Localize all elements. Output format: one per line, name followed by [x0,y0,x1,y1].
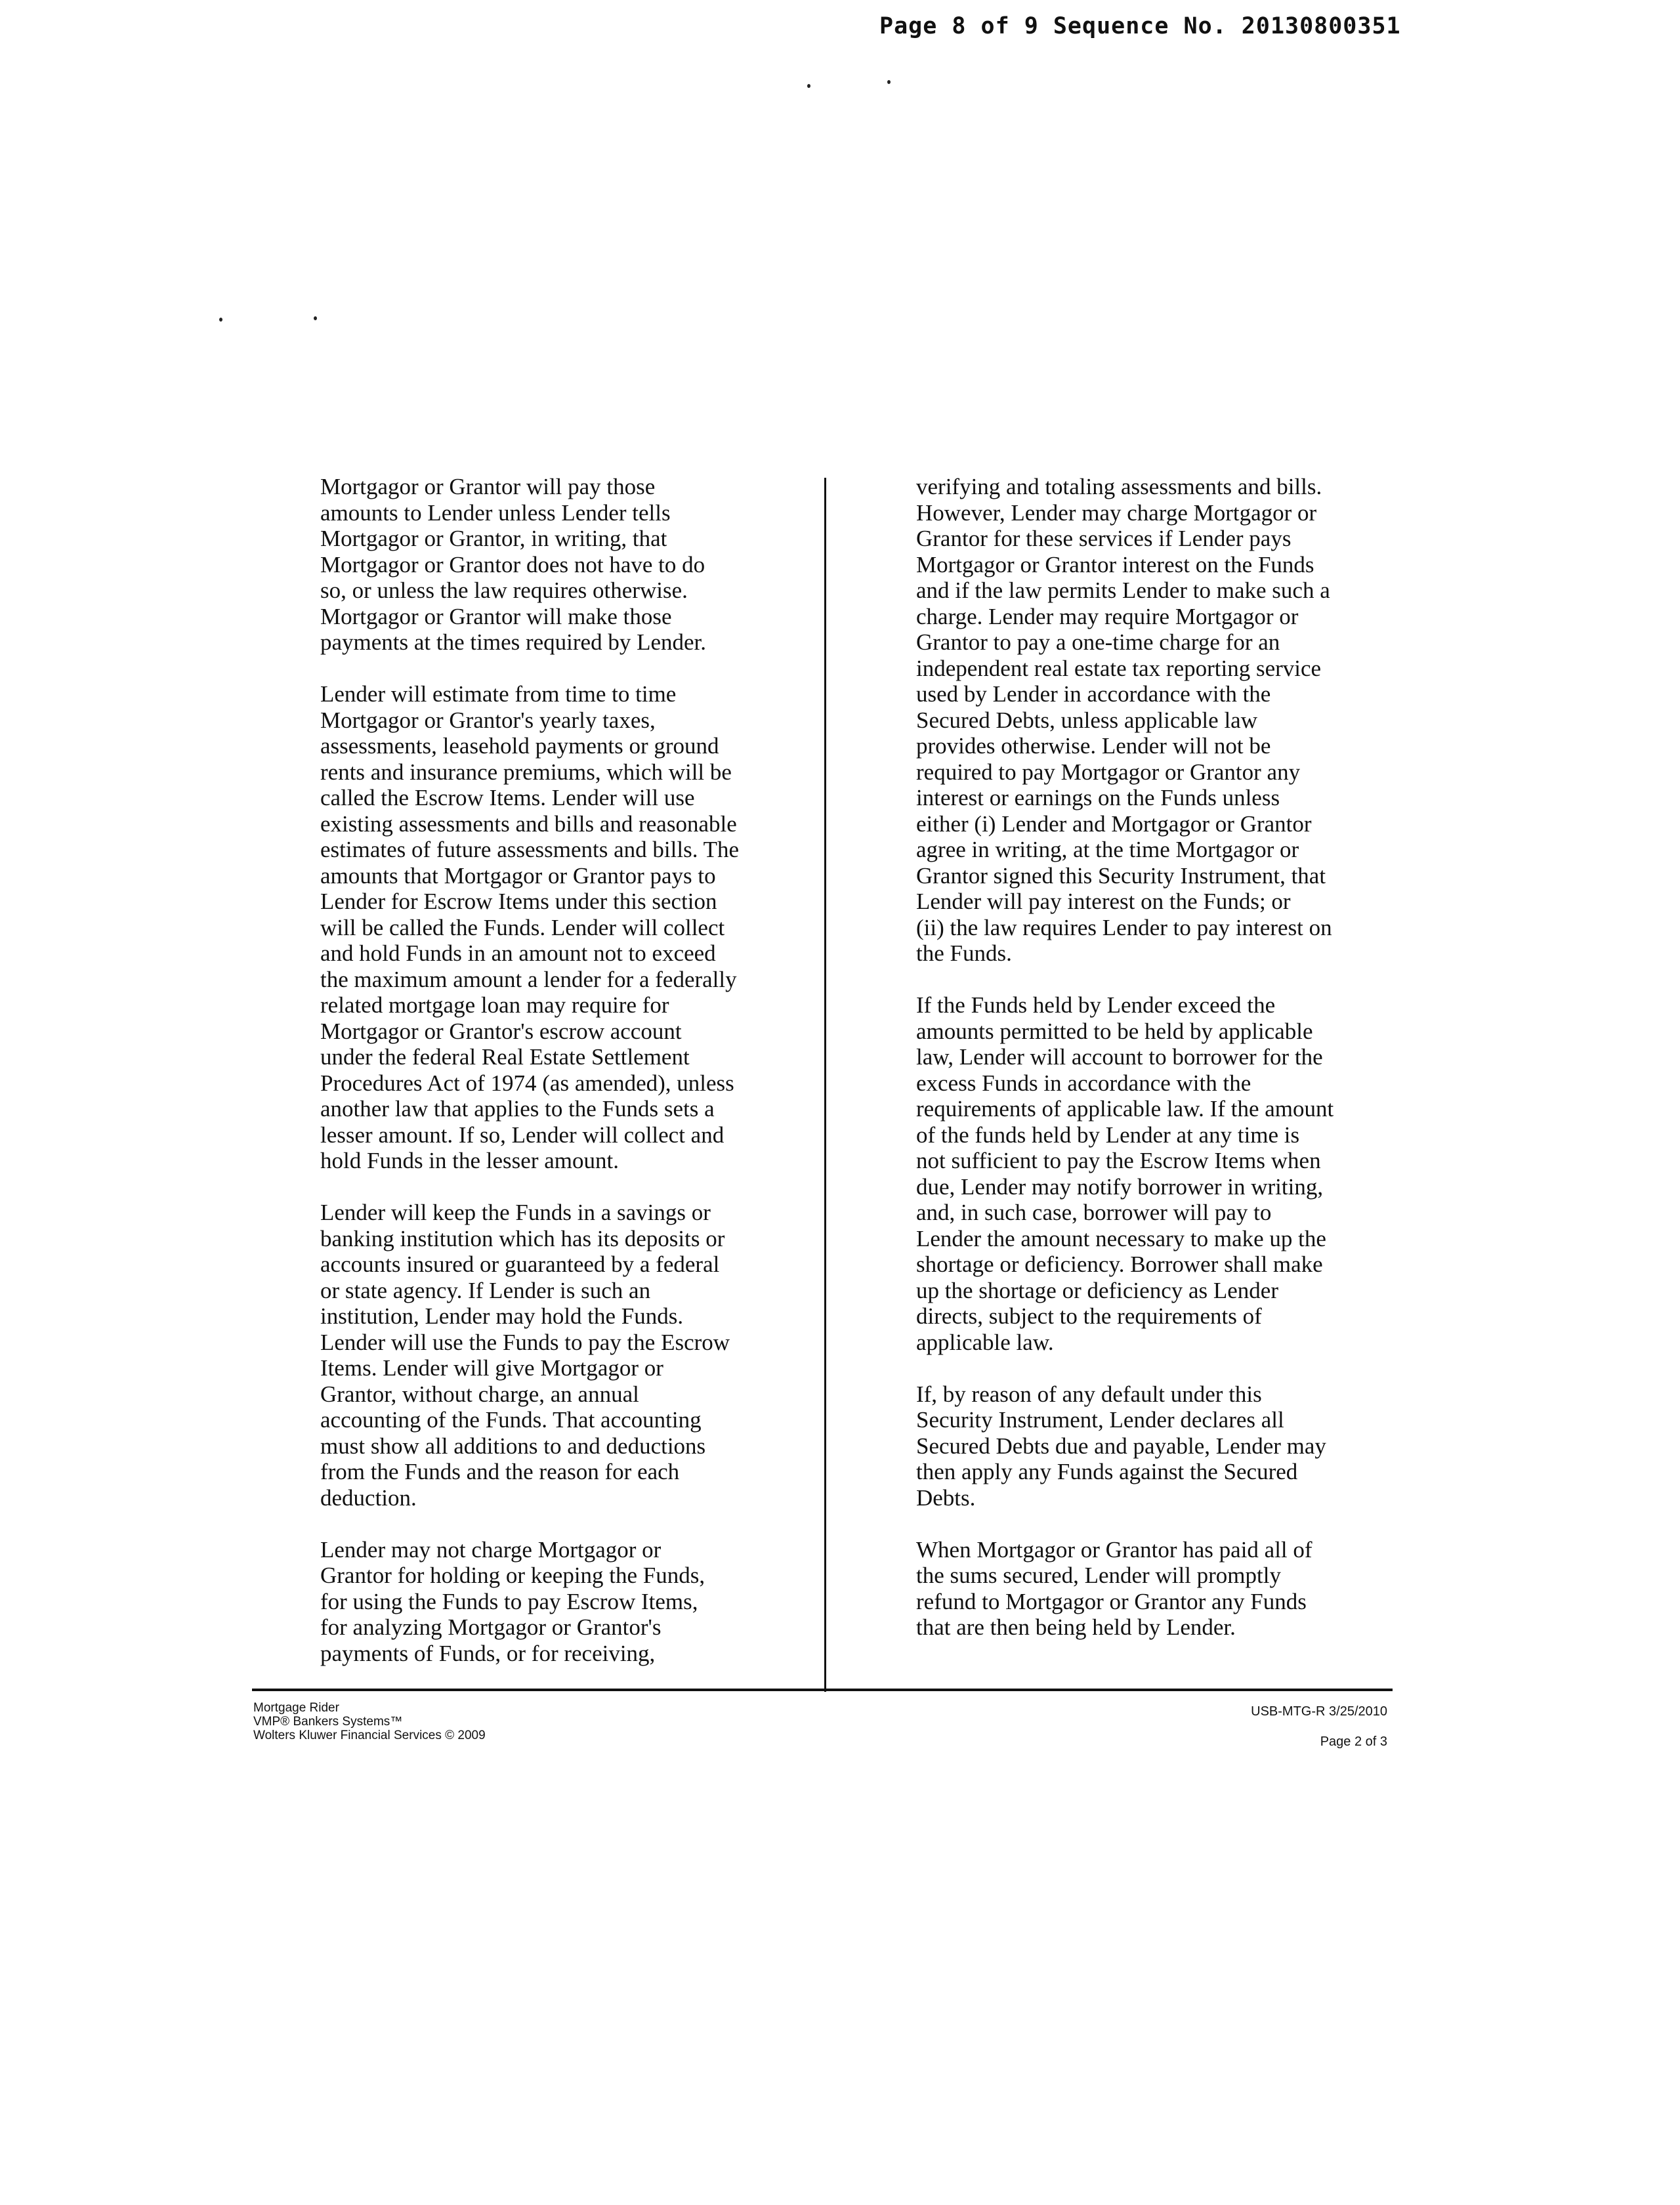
text-line: of the funds held by Lender at any time is [916,1122,1300,1148]
text-line: Grantor for holding or keeping the Funds, [320,1563,705,1588]
text-line: refund to Mortgagor or Grantor any Funds [916,1588,1307,1614]
text-line: Procedures Act of 1974 (as amended), unless [320,1070,734,1096]
text-line: Mortgagor or Grantor does not have to do [320,551,705,578]
page-number: Page 2 of 3 [1320,1734,1387,1749]
scan-speck [219,318,222,322]
text-line: either (i) Lender and Mortgagor or Grantor [916,810,1312,837]
form-title: Mortgage Rider [253,1701,339,1715]
text-line: or state agency. If Lender is such an [320,1277,651,1303]
text-line: payments of Funds, or for receiving, [320,1640,656,1666]
text-line: Items. Lender will give Mortgagor or [320,1355,663,1381]
text-line: directs, subject to the requirements of [916,1303,1262,1329]
text-line: that are then being held by Lender. [916,1614,1236,1640]
footer-rule [252,1689,1393,1691]
text-line: payments at the times required by Lender. [320,629,707,655]
text-line: assessments, leasehold payments or ground [320,733,719,759]
text-line: shortage or deficiency. Borrower shall make [916,1251,1323,1277]
text-line: the maximum amount a lender for a federally [320,966,737,992]
text-line: amounts permitted to be held by applicable [916,1018,1313,1044]
paragraph-refund [916,1537,1415,1641]
text-line: Mortgagor or Grantor's escrow account [320,1018,682,1044]
scan-speck [314,316,317,320]
text-line: Grantor signed this Security Instrument, that [916,862,1326,889]
text-line: due, Lender may notify borrower in writing, [916,1173,1324,1200]
text-line: under the federal Real Estate Settlement [320,1044,690,1070]
text-line: hold Funds in the lesser amount. [320,1148,619,1173]
text-line: Lender may not charge Mortgagor or [320,1536,662,1563]
text-line: independent real estate tax reporting service [916,655,1322,681]
text-line: Mortgagor or Grantor interest on the Funds [916,551,1314,578]
text-line: Lender will use the Funds to pay the Escrow [320,1329,730,1355]
text-line: must show all additions to and deductions [320,1433,706,1459]
text-line: lesser amount. If so, Lender will collect and [320,1122,724,1148]
text-line: Mortgagor or Grantor will pay those [320,474,656,499]
text-line: If, by reason of any default under this [916,1381,1262,1407]
text-line: and hold Funds in an amount not to exceed [320,940,716,966]
text-line: Secured Debts due and payable, Lender may [916,1433,1326,1459]
text-line: Lender will estimate from time to time [320,681,677,707]
text-line: Grantor for these services if Lender pays [916,526,1292,551]
form-code: USB-MTG-R 3/25/2010 [1251,1704,1387,1719]
text-line: Lender the amount necessary to make up the [916,1225,1326,1251]
text-line: Mortgagor or Grantor, in writing, that [320,526,667,551]
text-line: Grantor to pay a one-time charge for an [916,629,1280,655]
right-column [916,474,1415,1666]
text-line: deduction. [320,1484,417,1511]
text-line: and, in such case, borrower will pay to [916,1200,1272,1225]
text-line: related mortgage loan may require for [320,992,669,1018]
paragraph-escrow-items [320,681,819,1174]
publisher-name: VMP® Bankers Systems™ [253,1715,403,1729]
text-line: Secured Debts, unless applicable law [916,707,1257,733]
text-line: called the Escrow Items. Lender will use [320,785,695,810]
text-line: excess Funds in accordance with the [916,1070,1251,1096]
text-line: agree in writing, at the time Mortgagor or [916,837,1299,862]
scan-speck [807,84,810,88]
sequence-header: Page 8 of 9 Sequence No. 20130800351 [879,13,1401,39]
text-line: the sums secured, Lender will promptly [916,1563,1281,1588]
text-line: used by Lender in accordance with the [916,681,1271,707]
paragraph-payment-terms [320,474,819,656]
text-line: then apply any Funds against the Secured [916,1459,1298,1484]
text-line: Lender for Escrow Items under this section [320,889,717,914]
text-line: amounts to Lender unless Lender tells [320,499,671,526]
text-line: (ii) the law requires Lender to pay interest on [916,914,1332,940]
text-line: required to pay Mortgagor or Grantor any [916,759,1301,785]
text-line: Debts. [916,1484,976,1511]
paragraph-charges [320,1537,819,1667]
text-line: for analyzing Mortgagor or Grantor's [320,1614,662,1640]
paragraph-verifying [916,474,1415,967]
text-line: will be called the Funds. Lender will collect [320,914,725,940]
left-column [320,474,819,1692]
scan-speck [887,80,891,84]
copyright: Wolters Kluwer Financial Services © 2009 [253,1729,486,1742]
text-line: for using the Funds to pay Escrow Items, [320,1588,698,1614]
text-line: Mortgagor or Grantor will make those [320,603,672,629]
text-line: interest or earnings on the Funds unless [916,785,1280,810]
column-divider [824,478,826,1692]
text-line: When Mortgagor or Grantor has paid all of [916,1536,1312,1563]
paragraph-default [916,1381,1415,1511]
text-line: rents and insurance premiums, which will be [320,759,732,785]
text-line: not sufficient to pay the Escrow Items when [916,1148,1321,1173]
text-line: accounting of the Funds. That accounting [320,1407,702,1433]
text-line: amounts that Mortgagor or Grantor pays to [320,862,716,889]
text-line: Mortgagor or Grantor's yearly taxes, [320,707,656,733]
text-line: so, or unless the law requires otherwise. [320,578,688,603]
text-line: another law that applies to the Funds sets a [320,1096,715,1122]
text-line: the Funds. [916,940,1012,966]
text-line: Lender will pay interest on the Funds; or [916,889,1291,914]
paragraph-funds-institution [320,1200,819,1511]
text-line: estimates of future assessments and bills. The [320,837,739,862]
text-line: up the shortage or deficiency as Lender [916,1277,1278,1303]
footer-form-info [1251,1704,1387,1750]
text-line: charge. Lender may require Mortgagor or [916,603,1299,629]
text-line: Lender will keep the Funds in a savings or [320,1200,711,1225]
text-line: from the Funds and the reason for each [320,1459,680,1484]
text-line: and if the law permits Lender to make such a [916,578,1330,603]
text-line: applicable law. [916,1329,1054,1355]
text-line: If the Funds held by Lender exceed the [916,992,1276,1018]
text-line: banking institution which has its deposits or [320,1225,725,1251]
text-line: institution, Lender may hold the Funds. [320,1303,684,1329]
text-line: law, Lender will account to borrower for the [916,1044,1323,1070]
text-line: Grantor, without charge, an annual [320,1381,639,1407]
text-line: verifying and totaling assessments and bills. [916,474,1322,499]
paragraph-excess-funds [916,992,1415,1355]
text-line: provides otherwise. Lender will not be [916,733,1271,759]
text-line: existing assessments and bills and reasonable [320,810,737,837]
text-line: accounts insured or guaranteed by a federal [320,1251,720,1277]
text-line: Security Instrument, Lender declares all [916,1407,1284,1433]
text-line: However, Lender may charge Mortgagor or [916,499,1317,526]
footer-publisher [253,1701,486,1742]
text-line: requirements of applicable law. If the amount [916,1096,1334,1122]
